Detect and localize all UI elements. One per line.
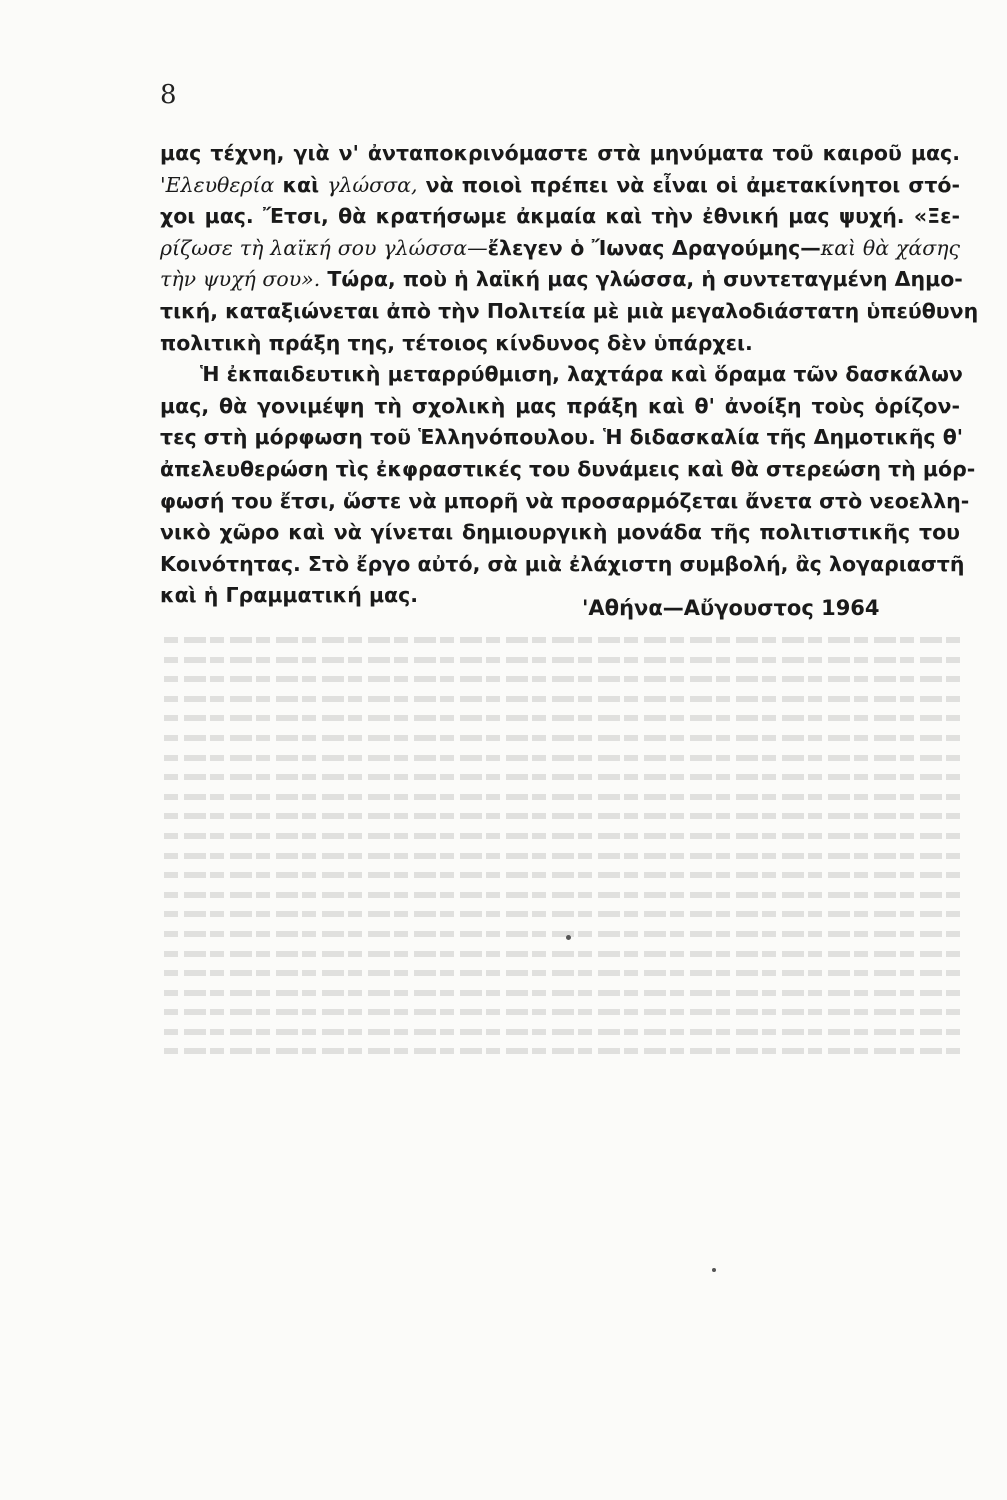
- text-line: τική, καταξιώνεται ἀπὸ τὴν Πολιτεία μὲ μιὰ μεγαλοδιάστατη ὑπεύθυνη: [160, 298, 979, 323]
- text-line: καὶ ἡ Γραμματική μας.: [160, 583, 419, 608]
- body-text: [160, 138, 979, 612]
- text-run: καὶ: [274, 172, 328, 197]
- text-line: φωσή του ἔτσι, ὥστε νὰ μπορῆ νὰ προσαρμόζεται ἄνετα στὸ νεοελλη-: [160, 488, 970, 513]
- place-date-signature: 'Αθήνα—Αὔγουστος 1964: [582, 596, 880, 620]
- page-number: 8: [160, 80, 177, 110]
- text-line: [160, 233, 960, 265]
- text-line: [160, 170, 960, 202]
- text-line: μας, θὰ γονιμέψη τὴ σχολικὴ μας πράξη καὶ θ' ἀνοίξη τοὺς ὁρίζον-: [160, 393, 960, 418]
- text-run: ἔλεγεν ὁ Ἴωνας Δραγούμης—: [487, 235, 821, 260]
- italic-phrase: καὶ θὰ χάσης: [820, 235, 960, 260]
- italic-phrase: ρίζωσε τὴ λαϊκή σου γλώσσα—: [160, 235, 488, 260]
- text-line: ἀπελευθερώση τὶς ἐκφραστικές του δυνάμεις καὶ θὰ στερεώση τὴ μόρ-: [160, 456, 976, 481]
- text-line: μας τέχνη, γιὰ ν' ἀνταποκρινόμαστε στὰ μηνύματα τοῦ καιροῦ μας.: [160, 141, 960, 165]
- italic-phrase: τὴν ψυχή σου».: [160, 267, 321, 292]
- text-run: Τώρα, ποὺ ἡ λαϊκή μας γλώσσα, ἡ συντεταγμένη Δημο-: [320, 267, 963, 292]
- ink-speck: [712, 1268, 716, 1272]
- text-line: Κοινότητας. Στὸ ἔργο αὐτό, σὰ μιὰ ἐλάχιστη συμβολή, ἂς λογαριαστῆ: [160, 551, 965, 576]
- text-line: Ἡ ἐκπαιδευτικὴ μεταρρύθμιση, λαχτάρα καὶ ὅραμα τῶν δασκάλων: [200, 362, 963, 387]
- text-line: [160, 264, 963, 296]
- italic-phrase: 'Ελευθερία: [160, 172, 275, 197]
- text-line: νικὸ χῶρο καὶ νὰ γίνεται δημιουργικὴ μονάδα τῆς πολιτιστικῆς του: [160, 520, 960, 545]
- text-line: χοι μας. Ἔτσι, θὰ κρατήσωμε ἀκμαία καὶ τὴν ἐθνική μας ψυχή. «Ξε-: [160, 204, 960, 229]
- text-line: πολιτικὴ πράξη της, τέτοιος κίνδυνος δὲν ὑπάρχει.: [160, 330, 753, 355]
- reverse-side-show-through: [160, 625, 960, 1345]
- italic-phrase: γλώσσα,: [327, 172, 418, 197]
- ink-speck: [566, 935, 571, 940]
- text-line: τες στὴ μόρφωση τοῦ Ἑλληνόπουλου. Ἡ διδασκαλία τῆς Δημοτικῆς θ': [160, 425, 964, 450]
- text-run: νὰ ποιοὶ πρέπει νὰ εἶναι οἱ ἀμετακίνητοι στό-: [417, 172, 960, 197]
